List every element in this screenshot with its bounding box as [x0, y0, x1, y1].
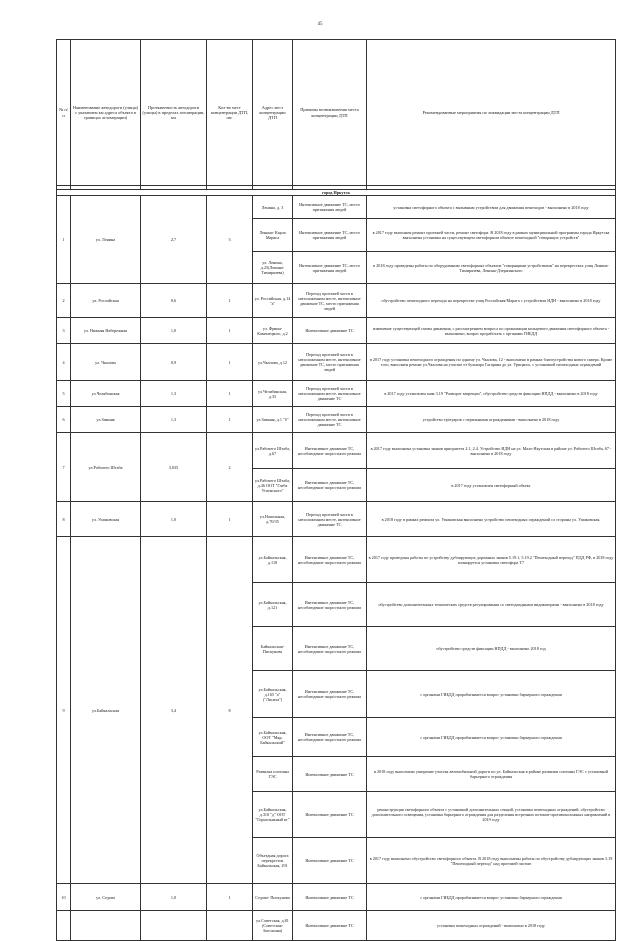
cell-measure: обустройство пешеходного перехода на перекрестке улиц Российская/Марата с устройством ИДН - выполнено в 2018 году	[367, 284, 616, 318]
cell-num: 3	[57, 318, 71, 344]
cell-address: ул.Байкальская, д.121	[253, 583, 293, 627]
cell-road	[71, 911, 141, 941]
cell-measure: с органами ГИБДД прорабатывается вопрос установки барьерного ограждения	[367, 671, 616, 718]
cell-cause: Переход проезжей части в неположенном месте, интенсивное движение ТС	[293, 407, 367, 433]
cell-num: 8	[57, 502, 71, 537]
cell-cause: Интенсивное движение ТС, несоблюдение скоростного режима	[293, 583, 367, 627]
cell-length: 3,035	[141, 433, 207, 502]
cell-length: 1,0	[141, 502, 207, 537]
cell-num: 10	[57, 884, 71, 911]
cell-road: ул.Зимняя	[71, 407, 141, 433]
cell-cause: Интенсивное движение ТС, несоблюдение скоростного режима	[293, 433, 367, 469]
table-row	[57, 407, 616, 433]
cell-num: 6	[57, 407, 71, 433]
cell-cause: Переход проезжей части в неположенном месте, интенсивное движение ТС	[293, 502, 367, 537]
cell-address: Ленина, д. 3	[253, 196, 293, 219]
table-row	[57, 911, 616, 941]
ledger-body	[57, 186, 616, 941]
city-name: город Иркутск	[57, 190, 616, 196]
cell-length: 1,0	[141, 884, 207, 911]
ledger-table	[56, 39, 616, 941]
cell-length: 0,6	[141, 284, 207, 318]
header-count: Кол-во мест концентрации ДТП, шт.	[207, 40, 253, 186]
cell-address: Развилка плотины ГЭС	[253, 757, 293, 792]
cell-address: ул. Фрвин-Каменецкого, д.2	[253, 318, 293, 344]
cell-address: ул.Напольная, д.70/35	[253, 502, 293, 537]
cell-measure: изменение существующей схемы движения, с рассмотрением вопроса по организации кольцевого движения светофорного объекта - выполнено, вопрос проработать с органами ГИБДД	[367, 318, 616, 344]
header-num: № п/п	[57, 40, 71, 186]
cell-count: 1	[207, 318, 253, 344]
table-row	[57, 381, 616, 407]
page-number: 45	[317, 22, 323, 27]
cell-road: ул.Челябинская	[71, 381, 141, 407]
cell-cause: Переход проезжей части в неположенном месте, интенсивное движение ТС, место притяжения людей	[293, 284, 367, 318]
header-length: Протяженность автодороги (улицы) в пределах агломерации, км	[141, 40, 207, 186]
table-row	[57, 433, 616, 469]
cell-measure: обустройство дополнительных технических средств регулирования со светодиодными индикаторами - выполнено в 2018 году	[367, 583, 616, 627]
cell-num: 4	[57, 344, 71, 381]
header-measures: Рекомендованные мероприятия по ликвидации места концентрации ДТП	[367, 40, 616, 186]
cell-address: Объездная дорога перекресток Байкальская, 291	[253, 838, 293, 884]
cell-length: 1,3	[141, 407, 207, 433]
cell-measure: в 2017 году установлен светофорный объект	[367, 469, 616, 502]
cell-length: 0,9	[141, 344, 207, 381]
header-causes: Причины возникновения места концентрации ДТП	[293, 40, 367, 186]
cell-cause: Интенсивное движение ТС	[293, 911, 367, 941]
header-road: Наименование автодороги (улицы) с указанием км адреса объекта в границах агломерации)	[71, 40, 141, 186]
cell-address: ул. Ленина, д.25(Ленина-Тимирязева)	[253, 252, 293, 284]
cell-address: Седова- Пискунова	[253, 884, 293, 911]
table-row	[57, 318, 616, 344]
table-row	[57, 502, 616, 537]
cell-cause: Интенсивное движение ТС, несоблюдение скоростного режима	[293, 537, 367, 583]
cell-measure: в 2018 году проведены работы по оборудованию светофорных объектов "говорящими устройствами" на перекрестках улиц Ленина-Тимирязева, Ленина-Дзержинского	[367, 252, 616, 284]
header-address: Адрес мест концентрации ДТП	[253, 40, 293, 186]
cell-count: 1	[207, 502, 253, 537]
cell-cause: Интенсивное движение ТС	[293, 318, 367, 344]
cell-road: ул. Седова	[71, 884, 141, 911]
cell-measure: устройство тротуаров с перильными ограждениями - выполнено в 2018 году	[367, 407, 616, 433]
cell-count: 1	[207, 381, 253, 407]
cell-cause: Интенсивное движение ТС	[293, 757, 367, 792]
cell-length: 3,4	[141, 537, 207, 884]
cell-address: ул.Байкальская, д.310 "д" ООТ "Горнолыжный кт"	[253, 792, 293, 838]
cell-measure: в 2018 году выполнено уширение участка автомобильной дороги по ул. Байкальская в районе развилки плотины ГЭС с установкой барьерного ограждения	[367, 757, 616, 792]
cell-measure: с органами ГИБДД прорабатывается вопрос установки барьерного ограждения	[367, 884, 616, 911]
cell-address: ул.Рабочего Штаба, д.67	[253, 433, 293, 469]
cell-address: ул.Советская, д.81 (Советская-Загоскина)	[253, 911, 293, 941]
cell-address: ул.Чкалова, д.12	[253, 344, 293, 381]
cell-measure: в 2017 году выполнен ремонт проезжей части, ремонт светофора. В 2018 году в рамках муниципальной программы города Иркутска выполнена установка на существующем светофорном объекте пешеходной "говорящих устройств"	[367, 219, 616, 252]
cell-num	[57, 911, 71, 941]
table-row	[57, 537, 616, 583]
cell-length: 1,0	[141, 318, 207, 344]
cell-address: ул.Байкальская, д.165 "а" ("Лисиха")	[253, 671, 293, 718]
cell-count: 3	[207, 196, 253, 284]
cell-measure: установка светофорного объекта с вызывным устройством для движения пешеходов - выполнено в 2018 году	[367, 196, 616, 219]
cell-address: ул.Байкальская, д.118	[253, 537, 293, 583]
cell-measure: в 2017 году проведены работы по устройству дублирующих дорожных знаков 5.19.1, 5.19.2 "Пешеходный переход" ПДД РФ, в 2018 году планируется установка светофора Т7	[367, 537, 616, 583]
cell-road: ул. Чкалова	[71, 344, 141, 381]
cell-cause: Интенсивное движение ТС, несоблюдение скоростного режима	[293, 469, 367, 502]
cell-count: 8	[207, 537, 253, 884]
cell-measure: обустройство средств фиксации НПДД - выполнено 2018 год	[367, 627, 616, 671]
cell-measure: в 2017 году выполнена установка знаков приоритета 2.1, 2.4. Устройство ИДН на ул. Мало-Якутская в районе ул. Рабочего Штаба, 67 - выполнено в 2018 году	[367, 433, 616, 469]
cell-measure: в 2017 году установка пешеходного ограждения по одному ул. Чкалова, 12 - выполнено в рамках благоустройства нового сквера. Кроме того, выполнен ремонт ул.Чкалова на участке от бульвара Гагарина до ул. Урицкого, с установкой пешеходных ограждений	[367, 344, 616, 381]
cell-cause: Интенсивное движение ТС	[293, 884, 367, 911]
cell-cause: Интенсивное движение ТС	[293, 792, 367, 838]
cell-length	[141, 911, 207, 941]
cell-cause: Интенсивное движение ТС, несоблюдение скоростного режима	[293, 671, 367, 718]
cell-measure: реконструкция светофорного объекта с установкой дополнительных секций, установка пешеходных ограждений, обустройство дополнительного освещения, установка барьерного ограждения для разделения встречных потоков-противоположных направлений в 2019 году	[367, 792, 616, 838]
cell-cause: Интенсивное движение ТС, место притяжения людей	[293, 252, 367, 284]
cell-num: 7	[57, 433, 71, 502]
cell-count: 1	[207, 284, 253, 318]
cell-cause: Интенсивное движение ТС, место притяжения людей	[293, 219, 367, 252]
table-row	[57, 884, 616, 911]
table-row	[57, 196, 616, 219]
cell-num: 2	[57, 284, 71, 318]
cell-length: 1,3	[141, 381, 207, 407]
table-row	[57, 284, 616, 318]
cell-address: Байкальская- Пискунова	[253, 627, 293, 671]
cell-measure: в 2018 году в рамках ремонта ул. Ушаковская выполнено устройство пешеходных ограждений со стороны ул. Ушаковская.	[367, 502, 616, 537]
cell-count: 1	[207, 344, 253, 381]
cell-road: ул. Ленина	[71, 196, 141, 284]
cell-measure: в 2017 году выполнено обустройство светофорного объекта. В 2018 году выполнены работы по обустройству дублирующих знаков 3.19 "Пешеходный переход" над проезжей частью	[367, 838, 616, 884]
cell-count: 2	[207, 433, 253, 502]
cell-cause: Интенсивное движение ТС, несоблюдение скоростного режима	[293, 718, 367, 757]
cell-count: 1	[207, 884, 253, 911]
cell-num: 9	[57, 537, 71, 884]
cell-cause: Переход проезжей части в неположенном месте, интенсивное движение ТС, место притяжения людей	[293, 344, 367, 381]
cell-address: ул.Байкальская, ООТ "Мкр. Байкальский"	[253, 718, 293, 757]
table-row	[57, 344, 616, 381]
cell-road: ул. Нижняя Набережная	[71, 318, 141, 344]
cell-measure: установка пешеходных ограждений - выполнено в 2018 году	[367, 911, 616, 941]
cell-measure: в 2017 году установлен знак 3.19 "Разворот запрещен", обустройство средств фиксации НПДД - выполнено в 2018 году	[367, 381, 616, 407]
cell-address: ул. Российская, д.14 "а"	[253, 284, 293, 318]
cell-cause: Интенсивное движение ТС	[293, 838, 367, 884]
cell-address: ул.Зимняя, д.1 "б"	[253, 407, 293, 433]
cell-road: ул.Рабочего Штаба	[71, 433, 141, 502]
cell-num: 1	[57, 196, 71, 284]
cell-length: 2,7	[141, 196, 207, 284]
cell-measure: с органами ГИБДД прорабатывается вопрос установки барьерного ограждения	[367, 718, 616, 757]
cell-count: 1	[207, 407, 253, 433]
cell-road: ул. Российская	[71, 284, 141, 318]
cell-cause: Переход проезжей части в неположенном месте, интенсивное движение ТС	[293, 381, 367, 407]
cell-road: ул.Байкальская	[71, 537, 141, 884]
cell-cause: Интенсивное движение ТС, место притяжения людей	[293, 196, 367, 219]
cell-address: ул.Рабочего Штаба, д.46 ООТ "Глеба Успенского"	[253, 469, 293, 502]
cell-road: ул. Ушаковская	[71, 502, 141, 537]
cell-address: ул.Челябинская, д.35	[253, 381, 293, 407]
cell-count	[207, 911, 253, 941]
cell-num: 5	[57, 381, 71, 407]
cell-address: Ленина- Карла Маркса	[253, 219, 293, 252]
cell-cause: Интенсивное движение ТС, несоблюдение скоростного режима	[293, 627, 367, 671]
